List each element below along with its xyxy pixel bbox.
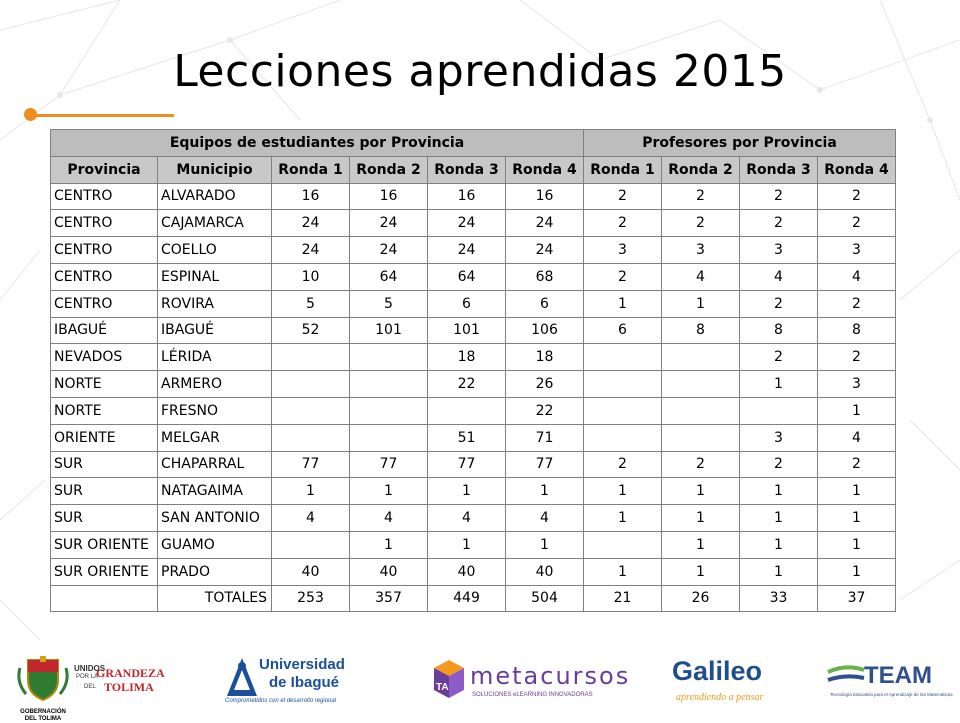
results-table-container [50, 129, 896, 612]
teachers-value-cell: 3 [818, 237, 896, 264]
teachers-value-cell: 8 [818, 317, 896, 344]
metacursos-badge: TA [436, 682, 449, 693]
teachers-value-cell: 2 [740, 290, 818, 317]
teachers-value-cell: 1 [818, 531, 896, 558]
table-row [51, 424, 896, 451]
municipio-cell: CHAPARRAL [158, 451, 272, 478]
teachers-value-cell: 4 [818, 263, 896, 290]
provincia-cell: SUR [51, 478, 158, 505]
students-value-cell [350, 371, 428, 398]
teachers-value-cell: 1 [740, 505, 818, 532]
total-value-cell: 33 [740, 585, 818, 612]
teachers-value-cell: 1 [584, 558, 662, 585]
teachers-value-cell [662, 371, 740, 398]
unidos-line5: TOLIMA [104, 680, 154, 694]
metacursos-logo [432, 656, 631, 712]
column-header-provincia: Provincia [51, 156, 158, 183]
teachers-value-cell: 3 [740, 237, 818, 264]
unidos-line1: UNIDOS [74, 664, 106, 673]
column-header-teachers-ronda-4: Ronda 4 [818, 156, 896, 183]
students-value-cell: 77 [350, 451, 428, 478]
students-value-cell: 24 [272, 237, 350, 264]
column-header-students-ronda-1: Ronda 1 [272, 156, 350, 183]
students-value-cell: 64 [428, 263, 506, 290]
unidos-line3: GRANDEZA [96, 666, 165, 680]
teachers-value-cell: 1 [662, 290, 740, 317]
provincia-cell: IBAGUÉ [51, 317, 158, 344]
municipio-cell: ALVARADO [158, 183, 272, 210]
students-value-cell: 52 [272, 317, 350, 344]
teachers-value-cell: 1 [740, 478, 818, 505]
students-value-cell: 4 [272, 505, 350, 532]
students-value-cell [272, 371, 350, 398]
students-value-cell: 24 [506, 237, 584, 264]
teachers-value-cell: 2 [662, 183, 740, 210]
students-value-cell: 24 [506, 210, 584, 237]
students-value-cell: 24 [428, 210, 506, 237]
unidos-line4: DEL [84, 684, 96, 690]
students-value-cell [272, 424, 350, 451]
team-name: TEAM [864, 662, 932, 689]
students-value-cell: 71 [506, 424, 584, 451]
students-value-cell: 24 [428, 237, 506, 264]
teachers-value-cell [584, 424, 662, 451]
metacursos-cube-icon [432, 658, 466, 702]
ibague-emblem-icon [225, 656, 259, 698]
students-value-cell: 1 [428, 478, 506, 505]
teachers-value-cell: 1 [740, 531, 818, 558]
students-value-cell: 22 [428, 371, 506, 398]
unidos-logo [74, 664, 170, 700]
ibague-line2: de Ibagué [269, 674, 340, 691]
students-value-cell: 40 [272, 558, 350, 585]
students-value-cell [350, 397, 428, 424]
teachers-value-cell: 1 [740, 371, 818, 398]
table-row [51, 344, 896, 371]
students-value-cell: 26 [506, 371, 584, 398]
teachers-value-cell: 1 [818, 397, 896, 424]
teachers-value-cell: 2 [818, 344, 896, 371]
team-tagline: Tecnología Educativa para el Aprendizaje de las Matemáticas [830, 692, 953, 697]
students-value-cell: 40 [506, 558, 584, 585]
teachers-value-cell: 4 [818, 424, 896, 451]
students-value-cell: 5 [350, 290, 428, 317]
municipio-cell: MELGAR [158, 424, 272, 451]
team-logo [826, 662, 953, 710]
teachers-value-cell: 3 [818, 371, 896, 398]
students-value-cell [350, 424, 428, 451]
team-swoosh-icon [826, 664, 866, 688]
group-header-teachers: Profesores por Provincia [584, 130, 896, 157]
teachers-value-cell: 2 [818, 210, 896, 237]
table-row [51, 371, 896, 398]
teachers-value-cell: 1 [584, 505, 662, 532]
table-row [51, 531, 896, 558]
students-value-cell [428, 397, 506, 424]
teachers-value-cell: 2 [818, 290, 896, 317]
teachers-value-cell: 4 [662, 263, 740, 290]
provincia-cell: SUR [51, 451, 158, 478]
group-header-students: Equipos de estudiantes por Provincia [51, 130, 584, 157]
students-value-cell: 1 [506, 478, 584, 505]
students-value-cell: 51 [428, 424, 506, 451]
totals-label: TOTALES [158, 585, 272, 612]
galileo-name: Galileo [672, 656, 763, 686]
total-value-cell: 504 [506, 585, 584, 612]
provincia-cell: CENTRO [51, 183, 158, 210]
municipio-cell: IBAGUÉ [158, 317, 272, 344]
slide-title: Lecciones aprendidas 2015 [173, 46, 787, 97]
students-value-cell: 1 [428, 531, 506, 558]
table-row [51, 210, 896, 237]
students-value-cell: 6 [428, 290, 506, 317]
teachers-value-cell: 2 [584, 183, 662, 210]
table-row [51, 558, 896, 585]
provincia-cell: NORTE [51, 371, 158, 398]
provincia-cell: SUR ORIENTE [51, 531, 158, 558]
universidad-ibague-logo [225, 654, 355, 710]
table-row [51, 237, 896, 264]
municipio-cell: ARMERO [158, 371, 272, 398]
municipio-cell: LÉRIDA [158, 344, 272, 371]
students-value-cell: 4 [428, 505, 506, 532]
teachers-value-cell: 2 [584, 210, 662, 237]
column-header-teachers-ronda-2: Ronda 2 [662, 156, 740, 183]
teachers-value-cell: 8 [740, 317, 818, 344]
teachers-value-cell: 3 [584, 237, 662, 264]
teachers-value-cell [740, 397, 818, 424]
table-row [51, 451, 896, 478]
table-row [51, 183, 896, 210]
provincia-cell: NEVADOS [51, 344, 158, 371]
teachers-value-cell: 1 [584, 290, 662, 317]
total-value-cell: 26 [662, 585, 740, 612]
totals-blank-cell [51, 585, 158, 612]
teachers-value-cell [584, 531, 662, 558]
teachers-value-cell: 3 [740, 424, 818, 451]
students-value-cell: 106 [506, 317, 584, 344]
municipio-cell: COELLO [158, 237, 272, 264]
students-value-cell: 64 [350, 263, 428, 290]
galileo-tagline: aprendiendo a pensar [676, 692, 764, 703]
metacursos-name: metacursos [470, 662, 631, 690]
teachers-value-cell: 2 [740, 210, 818, 237]
teachers-value-cell: 1 [818, 478, 896, 505]
teachers-value-cell: 2 [818, 451, 896, 478]
teachers-value-cell: 2 [584, 263, 662, 290]
group-header-row [51, 130, 896, 157]
students-value-cell: 24 [272, 210, 350, 237]
total-value-cell: 21 [584, 585, 662, 612]
municipio-cell: NATAGAIMA [158, 478, 272, 505]
column-header-row [51, 156, 896, 183]
table-row [51, 505, 896, 532]
students-value-cell: 1 [272, 478, 350, 505]
total-value-cell: 37 [818, 585, 896, 612]
students-value-cell: 22 [506, 397, 584, 424]
table-row [51, 317, 896, 344]
teachers-value-cell: 2 [584, 451, 662, 478]
teachers-value-cell: 4 [740, 263, 818, 290]
sponsor-logos-bar [0, 640, 960, 720]
students-value-cell: 16 [506, 183, 584, 210]
students-value-cell: 77 [272, 451, 350, 478]
column-header-students-ronda-4: Ronda 4 [506, 156, 584, 183]
teachers-value-cell: 3 [662, 237, 740, 264]
students-value-cell: 4 [350, 505, 428, 532]
teachers-value-cell: 1 [662, 505, 740, 532]
provincia-cell: SUR [51, 505, 158, 532]
ibague-tagline: Comprometidos con el desarrollo regional [225, 698, 337, 704]
gobernacion-label: GOBERNACIÓN DEL TOLIMA [20, 709, 66, 722]
results-table [50, 129, 896, 612]
teachers-value-cell: 6 [584, 317, 662, 344]
students-value-cell: 101 [350, 317, 428, 344]
teachers-value-cell: 2 [740, 344, 818, 371]
students-value-cell: 24 [350, 237, 428, 264]
students-value-cell: 18 [428, 344, 506, 371]
municipio-cell: CAJAMARCA [158, 210, 272, 237]
students-value-cell: 16 [428, 183, 506, 210]
metacursos-tagline: SOLUCIONES eLEARNING INNOVADORAS [472, 692, 593, 698]
column-header-students-ronda-3: Ronda 3 [428, 156, 506, 183]
students-value-cell [272, 531, 350, 558]
teachers-value-cell: 1 [584, 478, 662, 505]
provincia-cell: CENTRO [51, 237, 158, 264]
galileo-logo [668, 654, 772, 714]
total-value-cell: 253 [272, 585, 350, 612]
teachers-value-cell: 2 [662, 451, 740, 478]
tolima-crest-icon [14, 654, 72, 704]
teachers-value-cell: 1 [662, 531, 740, 558]
provincia-cell: ORIENTE [51, 424, 158, 451]
students-value-cell [272, 344, 350, 371]
column-header-students-ronda-2: Ronda 2 [350, 156, 428, 183]
table-body [51, 183, 896, 612]
teachers-value-cell: 8 [662, 317, 740, 344]
ibague-line1: Universidad [259, 656, 345, 673]
table-row [51, 290, 896, 317]
teachers-value-cell: 2 [662, 210, 740, 237]
students-value-cell: 68 [506, 263, 584, 290]
students-value-cell [350, 344, 428, 371]
municipio-cell: GUAMO [158, 531, 272, 558]
teachers-value-cell [584, 344, 662, 371]
teachers-value-cell [584, 397, 662, 424]
municipio-cell: PRADO [158, 558, 272, 585]
provincia-cell: SUR ORIENTE [51, 558, 158, 585]
teachers-value-cell: 2 [740, 451, 818, 478]
table-row [51, 397, 896, 424]
students-value-cell [272, 397, 350, 424]
table-row [51, 263, 896, 290]
students-value-cell: 1 [506, 531, 584, 558]
teachers-value-cell: 1 [740, 558, 818, 585]
table-row [51, 478, 896, 505]
totals-row [51, 585, 896, 612]
teachers-value-cell: 1 [818, 558, 896, 585]
unidos-line2: POR LA [76, 674, 99, 680]
teachers-value-cell [662, 424, 740, 451]
provincia-cell: NORTE [51, 397, 158, 424]
students-value-cell: 40 [350, 558, 428, 585]
column-header-teachers-ronda-1: Ronda 1 [584, 156, 662, 183]
teachers-value-cell: 2 [740, 183, 818, 210]
title-accent-dot [24, 108, 37, 121]
column-header-teachers-ronda-3: Ronda 3 [740, 156, 818, 183]
students-value-cell: 24 [350, 210, 428, 237]
teachers-value-cell [662, 344, 740, 371]
provincia-cell: CENTRO [51, 263, 158, 290]
teachers-value-cell [662, 397, 740, 424]
students-value-cell: 77 [428, 451, 506, 478]
students-value-cell: 16 [350, 183, 428, 210]
total-value-cell: 357 [350, 585, 428, 612]
students-value-cell: 16 [272, 183, 350, 210]
students-value-cell: 5 [272, 290, 350, 317]
municipio-cell: FRESNO [158, 397, 272, 424]
provincia-cell: CENTRO [51, 210, 158, 237]
teachers-value-cell: 1 [818, 505, 896, 532]
students-value-cell: 18 [506, 344, 584, 371]
municipio-cell: ESPINAL [158, 263, 272, 290]
students-value-cell: 1 [350, 531, 428, 558]
municipio-cell: ROVIRA [158, 290, 272, 317]
title-accent-line [28, 114, 174, 117]
students-value-cell: 6 [506, 290, 584, 317]
students-value-cell: 10 [272, 263, 350, 290]
gobernacion-logo [14, 654, 72, 722]
teachers-value-cell [584, 371, 662, 398]
column-header-municipio: Municipio [158, 156, 272, 183]
students-value-cell: 77 [506, 451, 584, 478]
total-value-cell: 449 [428, 585, 506, 612]
teachers-value-cell: 1 [662, 478, 740, 505]
students-value-cell: 1 [350, 478, 428, 505]
teachers-value-cell: 1 [662, 558, 740, 585]
students-value-cell: 40 [428, 558, 506, 585]
students-value-cell: 4 [506, 505, 584, 532]
provincia-cell: CENTRO [51, 290, 158, 317]
municipio-cell: SAN ANTONIO [158, 505, 272, 532]
teachers-value-cell: 2 [818, 183, 896, 210]
students-value-cell: 101 [428, 317, 506, 344]
